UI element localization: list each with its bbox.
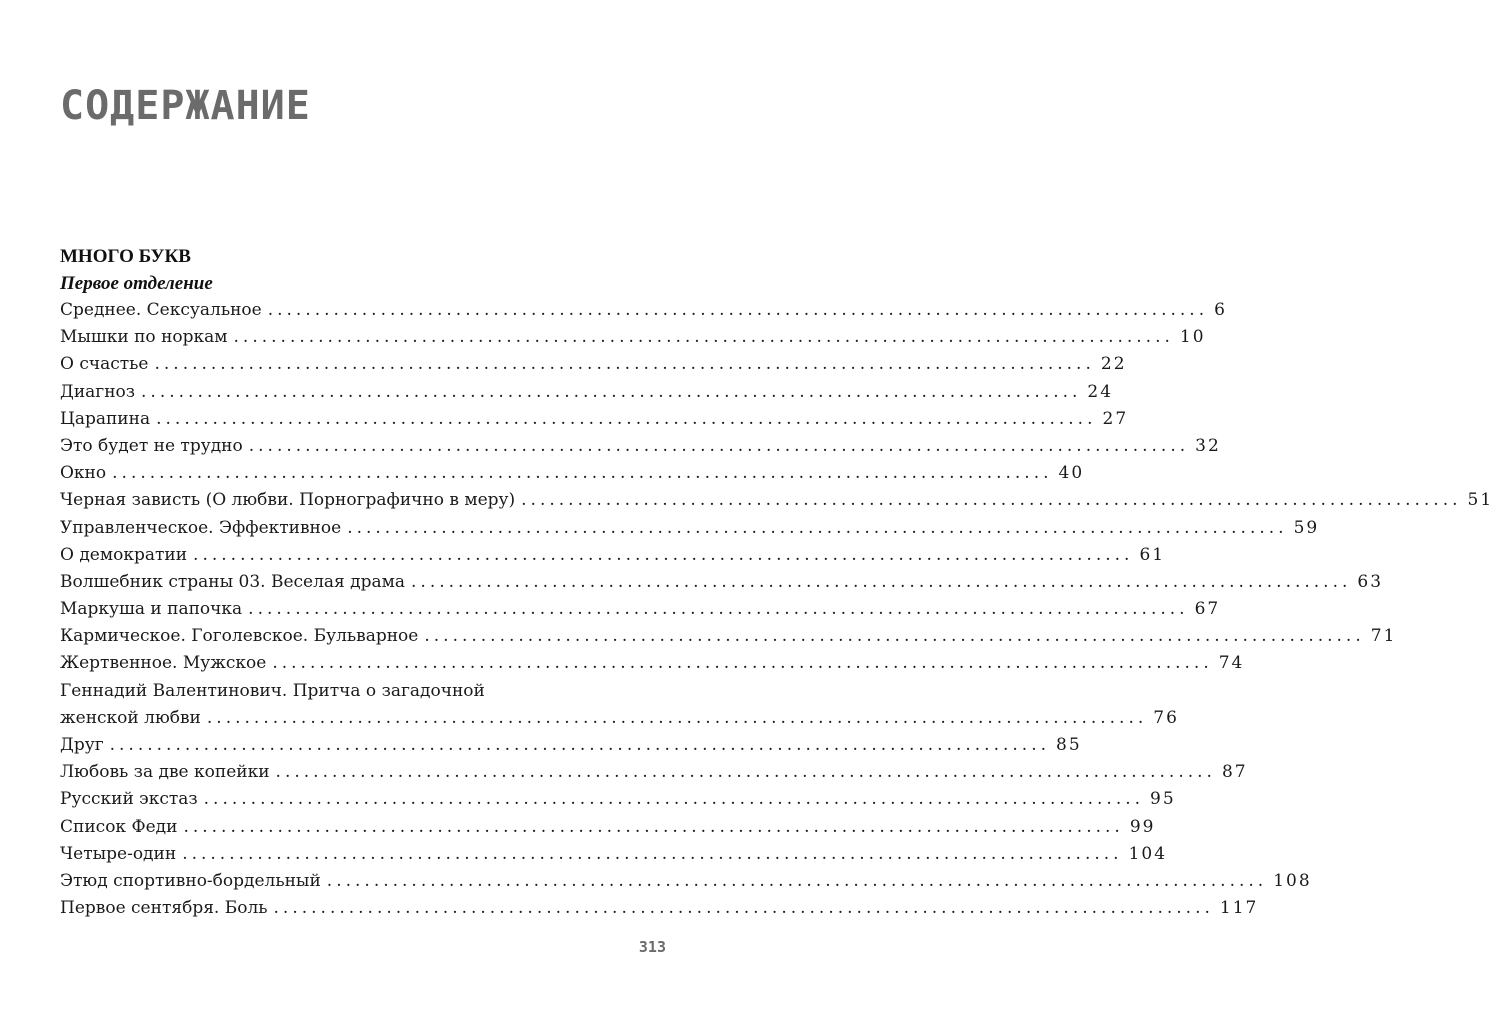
section-title: МНОГО БУКВ <box>60 246 191 267</box>
entry-page-number: 95 <box>1150 789 1176 810</box>
entry-title: Мышки по норкам <box>60 327 228 348</box>
dot-leader: .................................................................................................... <box>272 653 1213 674</box>
toc-entry <box>60 351 1127 378</box>
entry-page-number: 59 <box>1293 517 1320 538</box>
entry-page-number: 104 <box>1128 843 1168 864</box>
dot-leader: .................................................................................................... <box>275 762 1216 783</box>
toc-entry <box>60 297 1227 324</box>
dot-leader: .................................................................................................... <box>193 544 1134 565</box>
entry-title: Первое сентября. Боль <box>60 898 268 919</box>
toc-entry <box>60 841 1168 868</box>
entry-title: Царапина <box>60 408 151 429</box>
dot-leader: .................................................................................................... <box>141 381 1082 402</box>
toc-entry <box>60 868 1312 895</box>
entry-title: Черная зависть (О любви. Порнографично в меру) <box>60 490 516 511</box>
dot-leader: .................................................................................................... <box>156 408 1097 429</box>
toc-entry <box>60 732 1082 759</box>
entry-title: Управленческое. Эффективное <box>60 517 342 538</box>
entry-title: Список Феди <box>60 816 178 837</box>
entry-title: Любовь за две копейки <box>60 762 270 783</box>
toc-entry <box>60 406 1129 433</box>
entry-page-number: 67 <box>1194 599 1221 620</box>
entry-page-number: 63 <box>1357 571 1384 592</box>
toc-entry <box>60 814 1156 841</box>
toc-entry <box>60 324 1206 351</box>
toc-entry <box>60 759 1248 786</box>
entry-page-number: 117 <box>1219 898 1259 919</box>
dot-leader: .................................................................................................... <box>521 490 1462 511</box>
entry-title: Этюд спортивно-бордельный <box>60 870 321 891</box>
dot-leader: .................................................................................................... <box>203 789 1145 810</box>
toc-entry <box>60 542 1166 569</box>
entry-title: Кармическое. Гоголевское. Бульварное <box>60 626 419 647</box>
dot-leader: .................................................................................................... <box>112 463 1053 484</box>
entry-title: Окно <box>60 463 107 484</box>
dot-leader: .................................................................................................... <box>267 300 1209 320</box>
dot-leader: .................................................................................................... <box>248 599 1189 620</box>
entry-title: Русский экстаз <box>60 789 198 810</box>
dot-leader: .................................................................................................... <box>182 843 1123 864</box>
toc-entry <box>60 895 1259 922</box>
dot-leader: .................................................................................................... <box>347 517 1288 538</box>
subsection-title: Первое отделение <box>60 273 213 294</box>
toc-entry <box>60 487 1493 514</box>
toc-entry <box>60 678 1179 732</box>
entry-page-number: 10 <box>1179 327 1206 348</box>
entry-page-number: 108 <box>1273 870 1312 891</box>
entry-page-number: 61 <box>1139 544 1166 565</box>
dot-leader: .................................................................................................... <box>109 735 1051 755</box>
dot-leader: .................................................................................................... <box>273 898 1214 919</box>
entry-title: Четыре-один <box>60 843 177 864</box>
entry-page-number: 6 <box>1214 300 1227 320</box>
dot-leader: .................................................................................................... <box>424 626 1365 647</box>
dot-leader: .................................................................................................... <box>206 707 1148 728</box>
entry-page-number: 32 <box>1195 435 1221 456</box>
entry-page-number: 51 <box>1467 490 1493 511</box>
entry-title: О счастье <box>60 354 149 375</box>
entry-title: Жертвенное. Мужское <box>60 653 267 674</box>
dot-leader: .................................................................................................... <box>248 435 1190 456</box>
toc-entry <box>60 460 1085 487</box>
toc-entry <box>60 569 1384 596</box>
dot-leader: .................................................................................................... <box>326 870 1268 891</box>
entry-page-number: 85 <box>1056 735 1082 755</box>
dot-leader: .................................................................................................... <box>183 816 1124 837</box>
toc-entry <box>60 596 1221 623</box>
entry-page-number: 99 <box>1129 816 1156 837</box>
entry-title: Волшебник страны 03. Веселая драма <box>60 571 406 592</box>
toc-entry <box>60 515 1320 542</box>
toc-entry <box>60 379 1114 406</box>
entry-page-number: 22 <box>1100 354 1127 375</box>
toc-entry <box>60 786 1176 813</box>
entry-title-line1: Геннадий Валентинович. Притча о загадочной <box>60 680 485 701</box>
page-title: СОДЕРЖАНИЕ <box>60 83 311 129</box>
entry-title: Маркуша и папочка <box>60 599 243 620</box>
page-number: 313 <box>638 938 666 956</box>
entry-title: Это будет не трудно <box>60 435 243 456</box>
entry-page-number: 27 <box>1102 408 1129 429</box>
entry-title: Друг <box>60 735 104 755</box>
table-of-contents <box>60 243 1493 922</box>
dot-leader: .................................................................................................... <box>411 571 1352 592</box>
entry-page-number: 24 <box>1087 381 1114 402</box>
entry-page-number: 71 <box>1370 626 1397 647</box>
entry-page-number: 76 <box>1153 707 1179 728</box>
entry-page-number: 87 <box>1221 762 1248 783</box>
entry-page-number: 40 <box>1058 463 1085 484</box>
entry-title: Диагноз <box>60 381 136 402</box>
entry-title-line2: женской любви <box>60 707 201 728</box>
dot-leader: .................................................................................................... <box>154 354 1095 375</box>
toc-entry <box>60 650 1245 677</box>
entry-page-number: 74 <box>1218 653 1245 674</box>
toc-entry <box>60 623 1397 650</box>
entry-title: Среднее. Сексуальное <box>60 300 262 320</box>
entry-title: О демократии <box>60 544 188 565</box>
dot-leader: .................................................................................................... <box>233 327 1174 348</box>
toc-entry <box>60 433 1221 460</box>
